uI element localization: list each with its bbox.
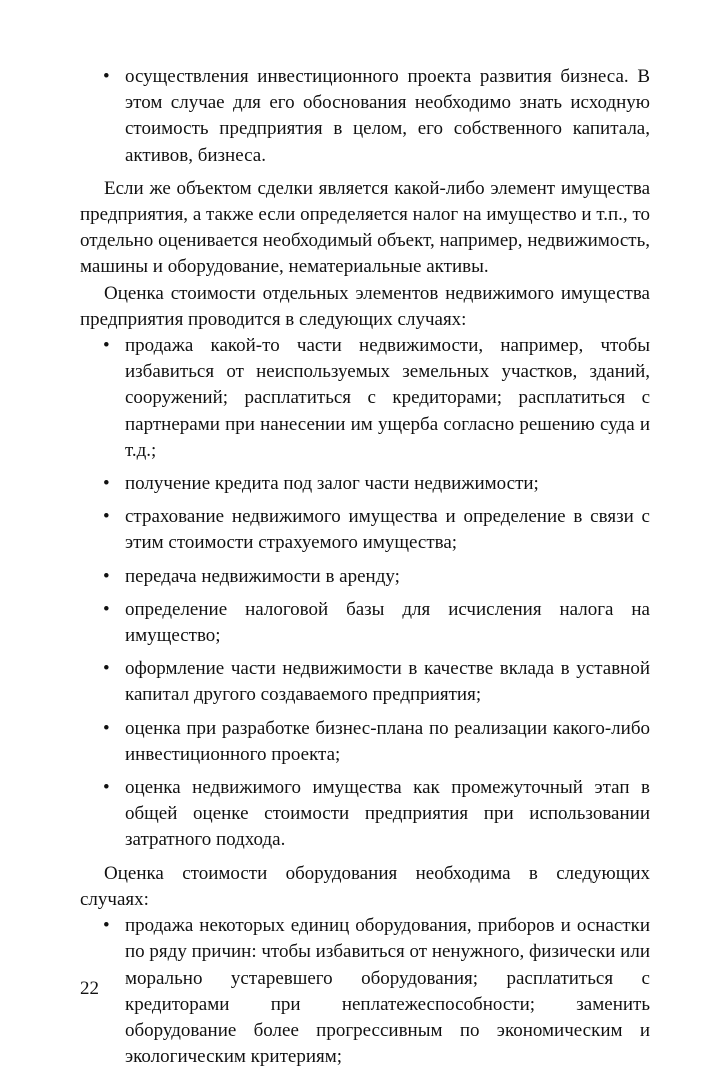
investment-bullet-list (80, 64, 650, 169)
list-item: • определение налоговой базы для исчисления налога на имущество; (125, 597, 650, 649)
page-body (80, 64, 650, 1070)
list-item: • продажа некоторых единиц оборудования, приборов и оснастки по ряду причин: чтобы избавиться от ненужного, физически или морально устаревшего оборудования; расплатиться с кредиторами при неплатежеспособности; заменить оборудование более прогрессивным по экономическим и экологическим критериям; (125, 913, 650, 1070)
paragraph-transaction-object: Если же объектом сделки является какой-либо элемент имущества предприятия, а также если определяется налог на имущество и т.п., то отдельно оценивается необходимый объект, например, недвижимость, машины и оборудование, нематериальные активы. (80, 177, 650, 278)
realty-bullet-list (80, 333, 650, 854)
equipment-bullet-list (80, 913, 650, 1070)
list-item: • оценка недвижимого имущества как промежуточный этап в общей оценке стоимости предприятия при использовании затратного подхода. (125, 775, 650, 854)
paragraph-equipment-cases: Оценка стоимости оборудования необходима в следующих случаях: (80, 862, 650, 910)
list-item: • продажа какой-то части недвижимости, например, чтобы избавиться от неиспользуемых земельных участков, зданий, сооружений; расплатиться с кредиторами; расплатиться с партнерами при нанесении им ущерба согласно решению суда и т.д.; (125, 333, 650, 464)
list-item: • оформление части недвижимости в качестве вклада в уставной капитал другого создаваемого предприятия; (125, 656, 650, 708)
page-number: 22 (80, 978, 99, 999)
list-item: • получение кредита под залог части недвижимости; (125, 471, 650, 497)
list-item: • страхование недвижимого имущества и определение в связи с этим стоимости страхуемого имущества; (125, 504, 650, 556)
list-item: • оценка при разработке бизнес-плана по реализации какого-либо инвестиционного проекта; (125, 716, 650, 768)
list-item: • осуществления инвестиционного проекта развития бизнеса. В этом случае для его обоснования необходимо знать исходную стоимость предприятия в целом, его собственного капитала, активов, бизнеса. (125, 64, 650, 169)
list-item: • передача недвижимости в аренду; (125, 564, 650, 590)
paragraph-realty-cases: Оценка стоимости отдельных элементов недвижимого имущества предприятия проводится в следующих случаях: (80, 282, 650, 330)
